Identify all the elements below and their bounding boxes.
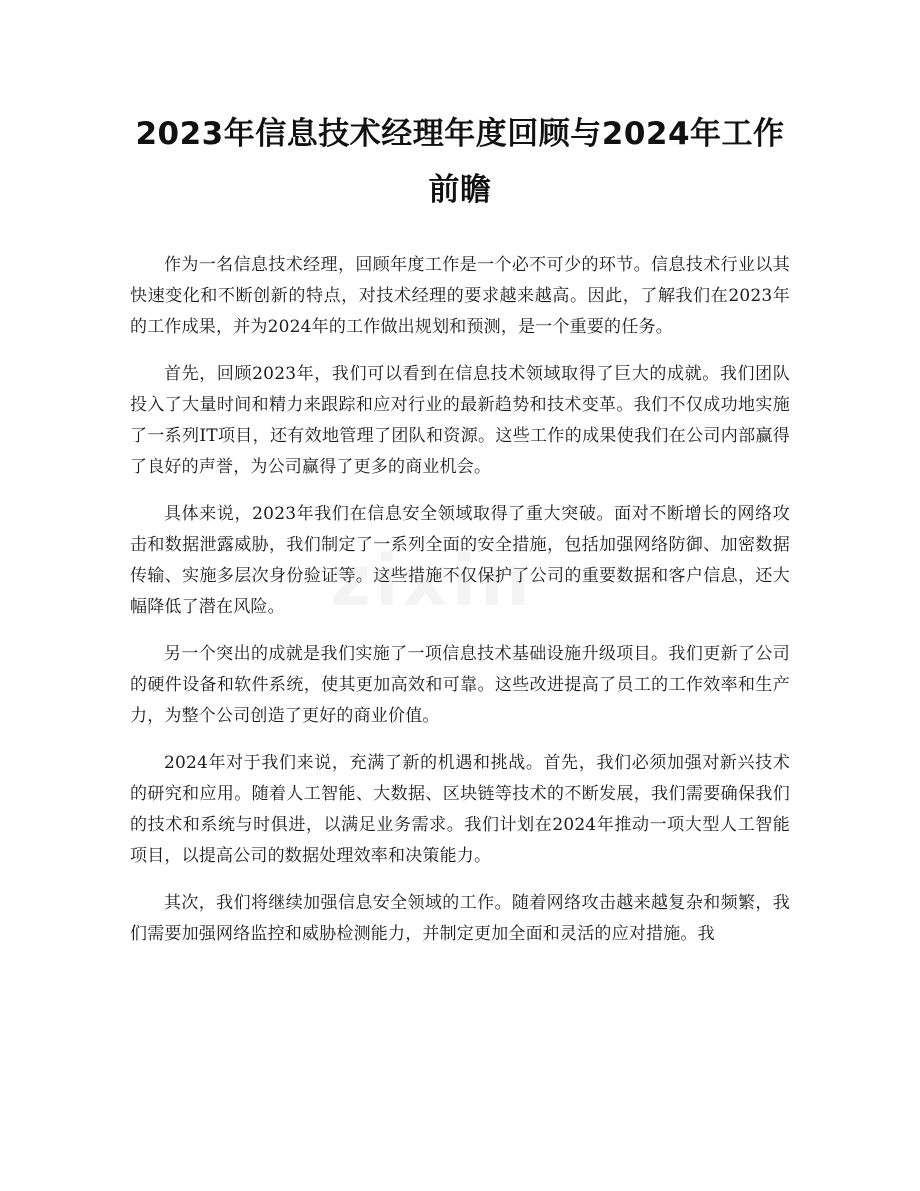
- paragraph-security-2024: 其次，我们将继续加强信息安全领域的工作。随着网络攻击越来越复杂和频繁，我们需要加强网络监控和威胁检测能力，并制定更加全面和灵活的应对措施。我: [130, 893, 790, 944]
- paragraph-intro: 作为一名信息技术经理，回顾年度工作是一个必不可少的环节。信息技术行业以其快速变化和不断创新的特点，对技术经理的要求越来越高。因此，了解我们在2023年的工作成果，并为2024年的工作做出规划和预测，是一个重要的任务。: [130, 255, 790, 337]
- paragraph-security-2023: 具体来说，2023年我们在信息安全领域取得了重大突破。面对不断增长的网络攻击和数据泄露威胁，我们制定了一系列全面的安全措施，包括加强网络防御、加密数据传输、实施多层次身份验证等。这些措施不仅保护了公司的重要数据和客户信息，还大幅降低了潜在风险。: [130, 504, 790, 617]
- document-body: [130, 250, 790, 966]
- paragraph-outlook-2024: 2024年对于我们来说，充满了新的机遇和挑战。首先，我们必须加强对新兴技术的研究和应用。随着人工智能、大数据、区块链等技术的不断发展，我们需要确保我们的技术和系统与时俱进，以满足业务需求。我们计划在2024年推动一项大型人工智能项目，以提高公司的数据处理效率和决策能力。: [130, 753, 790, 866]
- paragraph-review-2023: 首先，回顾2023年，我们可以看到在信息技术领域取得了巨大的成就。我们团队投入了大量时间和精力来跟踪和应对行业的最新趋势和技术变革。我们不仅成功地实施了一系列IT项目，还有效地管理了团队和资源。这些工作的成果使我们在公司内部赢得了良好的声誉，为公司赢得了更多的商业机会。: [130, 364, 790, 477]
- paragraph-infrastructure: 另一个突出的成就是我们实施了一项信息技术基础设施升级项目。我们更新了公司的硬件设备和软件系统，使其更加高效和可靠。这些改进提高了员工的工作效率和生产力，为整个公司创造了更好的商业价值。: [130, 644, 790, 726]
- document-title: 2023年信息技术经理年度回顾与2024年工作前瞻: [135, 116, 785, 208]
